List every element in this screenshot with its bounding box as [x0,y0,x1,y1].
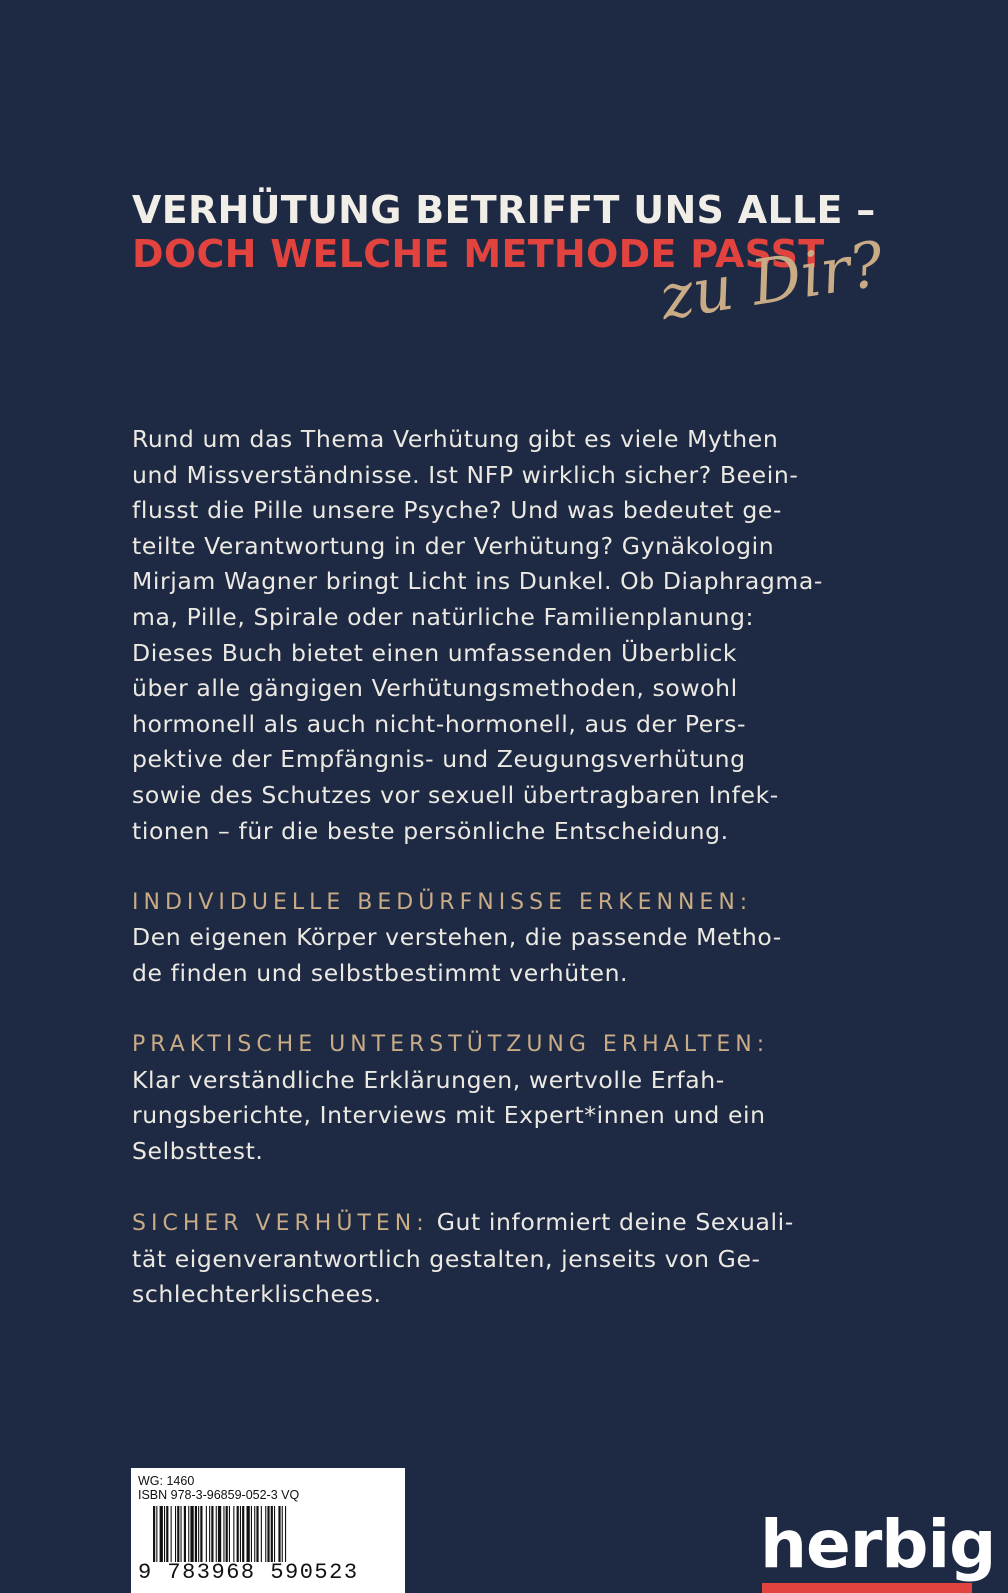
intro-line: Mirjam Wagner bringt Licht ins Dunkel. Ob Diaphragma- [132,567,824,596]
section-line: Klar verständliche Erklärungen, wertvolle Erfah- [132,1065,725,1094]
section-support [132,1027,872,1169]
section-line: Den eigenen Körper verstehen, die passende Metho- [132,923,782,952]
section-line: tät eigenverantwortlich gestalten, jenseits von Ge- [132,1244,761,1273]
section-line: rungsberichte, Interviews mit Expert*innen und ein [132,1101,766,1130]
intro-line: tionen – für die beste persönliche Entscheidung. [132,816,729,845]
intro-line: flusst die Pille unsere Psyche? Und was bedeutet ge- [132,496,782,525]
section-line: Selbsttest. [132,1136,264,1165]
isbn-text: ISBN 978-3-96859-052-3 VQ [138,1488,300,1502]
intro-line: Rund um das Thema Verhütung gibt es viele Mythen [132,425,779,453]
publisher-logo-bar [762,1583,972,1593]
intro-line: Dieses Buch bietet einen umfassenden Überblick [132,638,738,667]
intro-line: teilte Verantwortung in der Verhütung? Gynäkologin [132,531,775,560]
intro-paragraph [132,422,872,849]
wg-code: WG: 1460 [138,1474,195,1488]
barcode-digits: 9 783968 590523 [138,1560,359,1585]
intro-line: und Missverständnisse. Ist NFP wirklich sicher? Beein- [132,460,799,489]
section-kicker: SICHER VERHÜTEN: [132,1211,429,1237]
section-line: de finden und selbstbestimmt verhüten. [132,958,629,987]
intro-line: pektive der Empfängnis- und Zeugungsverhütung [132,745,746,774]
section-safe [132,1205,872,1313]
headline-line-2: DOCH WELCHE METHODE PASST [132,232,825,276]
publisher-logo: herbig [760,1506,996,1583]
section-kicker: PRAKTISCHE UNTERSTÜTZUNG ERHALTEN: [132,1032,770,1058]
intro-line: sowie des Schutzes vor sexuell übertragbaren Infek- [132,780,779,809]
intro-line: über alle gängigen Verhütungsmethoden, sowohl [132,674,738,703]
headline-script: zu Dir? [655,226,889,335]
barcode-bars [153,1506,391,1562]
section-kicker: INDIVIDUELLE BEDÜRFNISSE ERKENNEN: [132,889,753,915]
section-needs [132,885,872,992]
headline-line-1: VERHÜTUNG BETRIFFT UNS ALLE – [132,188,876,232]
section-first-line [132,1205,872,1242]
barcode-label [131,1468,405,1593]
section-line: schlechterklischees. [132,1280,382,1309]
intro-line: ma, Pille, Spirale oder natürliche Familienplanung: [132,602,755,631]
intro-line: hormonell als auch nicht-hormonell, aus der Pers- [132,709,747,738]
section-line: Gut informiert deine Sexuali- [436,1208,794,1237]
blurb [132,422,872,1313]
